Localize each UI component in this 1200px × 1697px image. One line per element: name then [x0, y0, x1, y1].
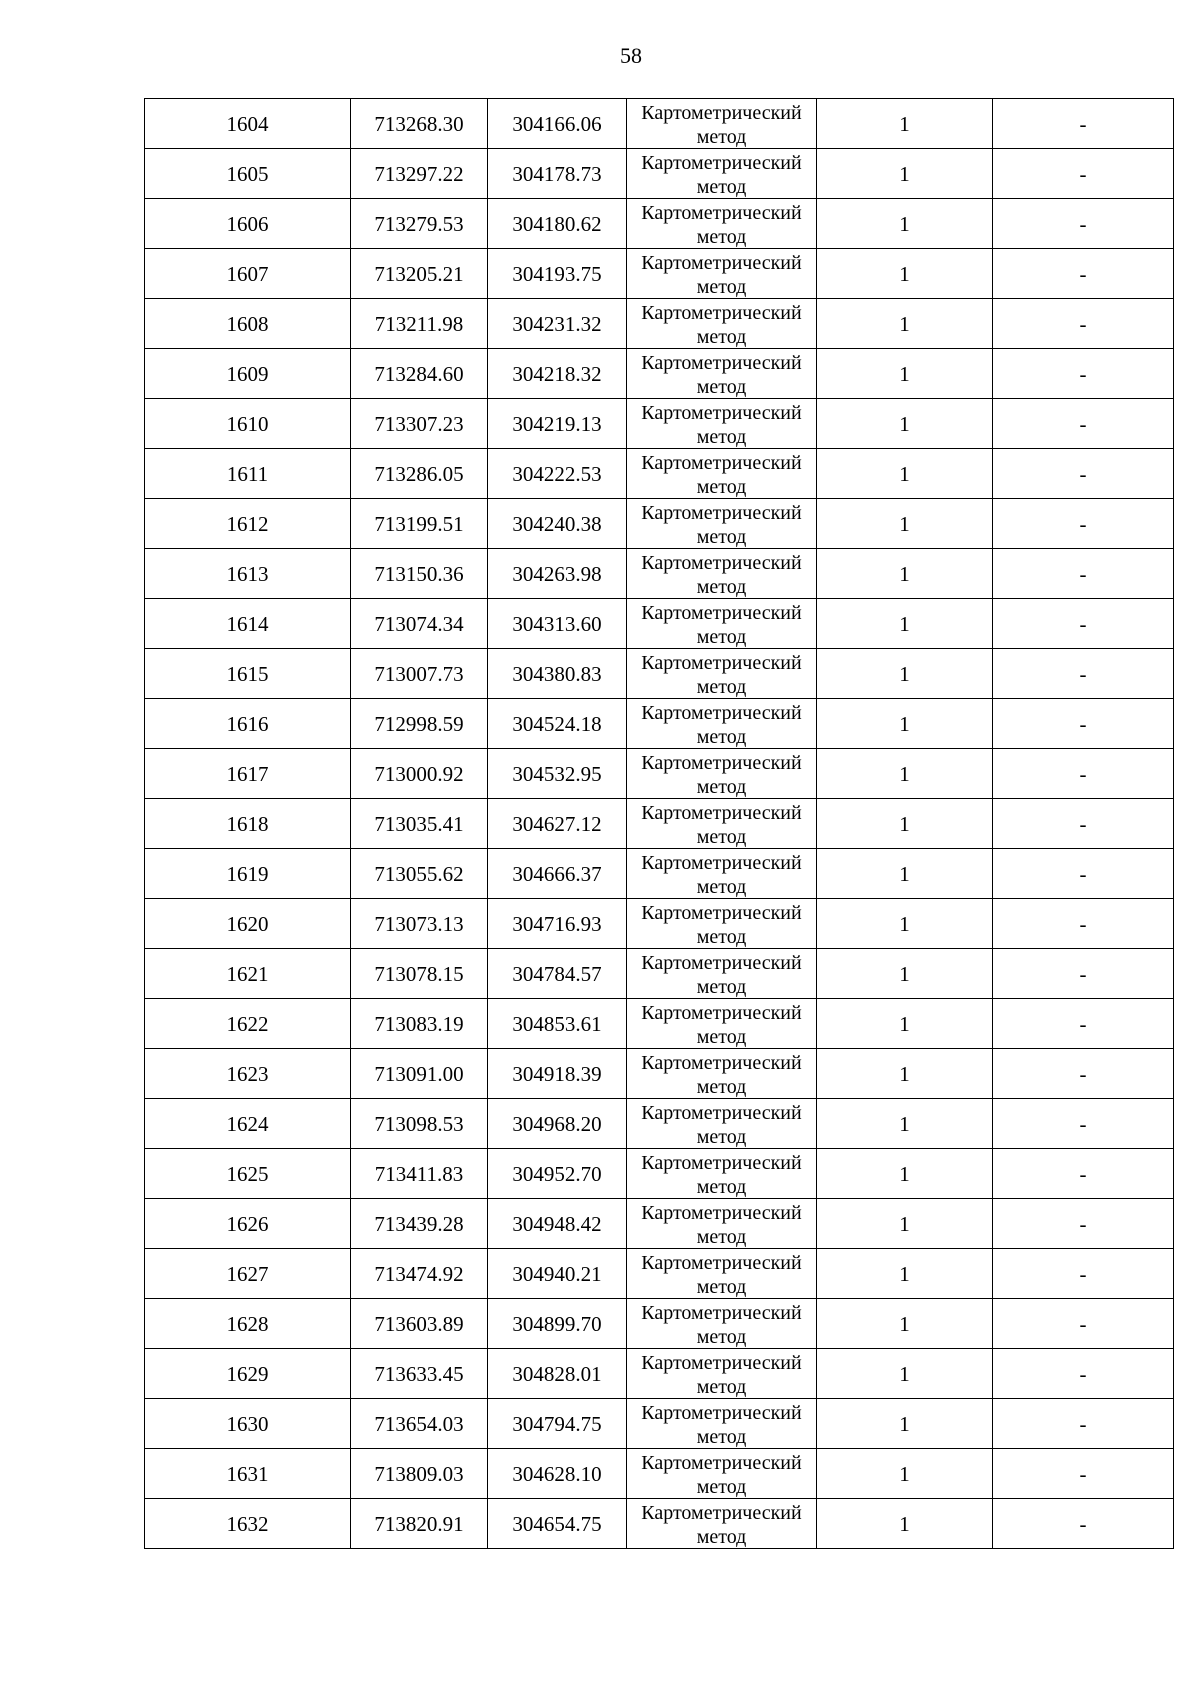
cell-method — [627, 199, 817, 249]
cell-method — [627, 449, 817, 499]
cell-note: - — [993, 949, 1174, 999]
cell-point-number: 1617 — [145, 749, 351, 799]
cell-coordinate-x: 713000.92 — [351, 749, 488, 799]
cell-method — [627, 1249, 817, 1299]
method-line-1: Картометрический — [641, 601, 802, 624]
cell-coordinate-y: 304380.83 — [488, 649, 627, 699]
cell-accuracy: 1 — [817, 999, 993, 1049]
cell-accuracy: 1 — [817, 449, 993, 499]
cell-point-number: 1608 — [145, 299, 351, 349]
table-row — [145, 599, 1174, 649]
cell-note: - — [993, 1349, 1174, 1399]
method-line-1: Картометрический — [641, 1151, 802, 1174]
cell-coordinate-y: 304948.42 — [488, 1199, 627, 1249]
cell-coordinate-x: 713268.30 — [351, 99, 488, 149]
table-row — [145, 1449, 1174, 1499]
cell-point-number: 1620 — [145, 899, 351, 949]
cell-coordinate-y: 304968.20 — [488, 1099, 627, 1149]
cell-accuracy: 1 — [817, 699, 993, 749]
cell-point-number: 1625 — [145, 1149, 351, 1199]
cell-method — [627, 1199, 817, 1249]
method-line-2: метод — [696, 1125, 747, 1148]
cell-accuracy: 1 — [817, 749, 993, 799]
cell-note: - — [993, 499, 1174, 549]
cell-method — [627, 649, 817, 699]
cell-point-number: 1614 — [145, 599, 351, 649]
cell-coordinate-y: 304180.62 — [488, 199, 627, 249]
cell-accuracy: 1 — [817, 1499, 993, 1549]
cell-point-number: 1632 — [145, 1499, 351, 1549]
method-line-2: метод — [696, 1325, 747, 1348]
cell-coordinate-x: 713439.28 — [351, 1199, 488, 1249]
method-line-1: Картометрический — [641, 1501, 802, 1524]
cell-coordinate-x: 713307.23 — [351, 399, 488, 449]
cell-accuracy: 1 — [817, 1299, 993, 1349]
cell-note: - — [993, 999, 1174, 1049]
table-row — [145, 1249, 1174, 1299]
method-line-1: Картометрический — [641, 301, 802, 324]
table-row — [145, 449, 1174, 499]
method-line-2: метод — [696, 275, 747, 298]
method-line-1: Картометрический — [641, 1351, 802, 1374]
cell-method — [627, 749, 817, 799]
method-line-1: Картометрический — [641, 851, 802, 874]
cell-method — [627, 849, 817, 899]
cell-method — [627, 1049, 817, 1099]
method-line-1: Картометрический — [641, 1051, 802, 1074]
cell-coordinate-x: 713633.45 — [351, 1349, 488, 1399]
cell-method — [627, 599, 817, 649]
cell-point-number: 1611 — [145, 449, 351, 499]
cell-coordinate-x: 713286.05 — [351, 449, 488, 499]
cell-coordinate-y: 304899.70 — [488, 1299, 627, 1349]
cell-note: - — [993, 1149, 1174, 1199]
method-line-2: метод — [696, 1475, 747, 1498]
cell-coordinate-y: 304240.38 — [488, 499, 627, 549]
cell-point-number: 1629 — [145, 1349, 351, 1399]
cell-accuracy: 1 — [817, 1249, 993, 1299]
method-line-2: метод — [696, 1225, 747, 1248]
cell-coordinate-y: 304166.06 — [488, 99, 627, 149]
method-line-2: метод — [696, 1375, 747, 1398]
cell-point-number: 1610 — [145, 399, 351, 449]
method-line-2: метод — [696, 525, 747, 548]
cell-accuracy: 1 — [817, 1099, 993, 1149]
cell-accuracy: 1 — [817, 1049, 993, 1099]
method-line-2: метод — [696, 425, 747, 448]
method-line-2: метод — [696, 475, 747, 498]
cell-note: - — [993, 849, 1174, 899]
cell-note: - — [993, 399, 1174, 449]
cell-method — [627, 1499, 817, 1549]
table-row — [145, 1349, 1174, 1399]
table-row — [145, 1499, 1174, 1549]
cell-coordinate-y: 304918.39 — [488, 1049, 627, 1099]
cell-point-number: 1605 — [145, 149, 351, 199]
cell-point-number: 1619 — [145, 849, 351, 899]
cell-note: - — [993, 249, 1174, 299]
cell-note: - — [993, 599, 1174, 649]
cell-method — [627, 399, 817, 449]
cell-note: - — [993, 149, 1174, 199]
method-line-1: Картометрический — [641, 1101, 802, 1124]
cell-coordinate-x: 713073.13 — [351, 899, 488, 949]
method-line-2: метод — [696, 775, 747, 798]
method-line-1: Картометрический — [641, 751, 802, 774]
table-row — [145, 649, 1174, 699]
table-row — [145, 149, 1174, 199]
table-row — [145, 1049, 1174, 1099]
cell-point-number: 1624 — [145, 1099, 351, 1149]
method-line-1: Картометрический — [641, 401, 802, 424]
cell-coordinate-y: 304532.95 — [488, 749, 627, 799]
cell-note: - — [993, 899, 1174, 949]
table-row — [145, 1299, 1174, 1349]
cell-point-number: 1607 — [145, 249, 351, 299]
method-line-2: метод — [696, 225, 747, 248]
table-row — [145, 499, 1174, 549]
table-row — [145, 549, 1174, 599]
cell-coordinate-x: 713411.83 — [351, 1149, 488, 1199]
table-row — [145, 799, 1174, 849]
cell-point-number: 1616 — [145, 699, 351, 749]
cell-method — [627, 899, 817, 949]
cell-point-number: 1626 — [145, 1199, 351, 1249]
cell-point-number: 1612 — [145, 499, 351, 549]
cell-accuracy: 1 — [817, 99, 993, 149]
method-line-2: метод — [696, 825, 747, 848]
cell-accuracy: 1 — [817, 899, 993, 949]
method-line-2: метод — [696, 725, 747, 748]
cell-note: - — [993, 1249, 1174, 1299]
cell-method — [627, 499, 817, 549]
cell-method — [627, 1449, 817, 1499]
cell-note: - — [993, 1049, 1174, 1099]
cell-coordinate-y: 304263.98 — [488, 549, 627, 599]
cell-accuracy: 1 — [817, 649, 993, 699]
cell-note: - — [993, 1099, 1174, 1149]
cell-note: - — [993, 199, 1174, 249]
cell-accuracy: 1 — [817, 499, 993, 549]
cell-point-number: 1618 — [145, 799, 351, 849]
cell-coordinate-y: 304666.37 — [488, 849, 627, 899]
method-line-2: метод — [696, 1075, 747, 1098]
cell-accuracy: 1 — [817, 549, 993, 599]
table-row — [145, 999, 1174, 1049]
cell-coordinate-y: 304940.21 — [488, 1249, 627, 1299]
cell-method — [627, 1299, 817, 1349]
cell-point-number: 1628 — [145, 1299, 351, 1349]
table-row — [145, 1099, 1174, 1149]
cell-method — [627, 349, 817, 399]
cell-point-number: 1604 — [145, 99, 351, 149]
cell-point-number: 1630 — [145, 1399, 351, 1449]
method-line-1: Картометрический — [641, 1401, 802, 1424]
method-line-1: Картометрический — [641, 1001, 802, 1024]
cell-coordinate-y: 304784.57 — [488, 949, 627, 999]
table-row — [145, 299, 1174, 349]
table-row — [145, 99, 1174, 149]
cell-coordinate-y: 304218.32 — [488, 349, 627, 399]
cell-accuracy: 1 — [817, 1399, 993, 1449]
method-line-1: Картометрический — [641, 1201, 802, 1224]
cell-point-number: 1627 — [145, 1249, 351, 1299]
table-body — [145, 99, 1174, 1549]
table-row — [145, 249, 1174, 299]
table-row — [145, 949, 1174, 999]
method-line-2: метод — [696, 325, 747, 348]
cell-coordinate-x: 713078.15 — [351, 949, 488, 999]
cell-point-number: 1623 — [145, 1049, 351, 1099]
cell-note: - — [993, 299, 1174, 349]
table-row — [145, 349, 1174, 399]
cell-coordinate-y: 304716.93 — [488, 899, 627, 949]
cell-note: - — [993, 799, 1174, 849]
cell-coordinate-x: 713603.89 — [351, 1299, 488, 1349]
cell-accuracy: 1 — [817, 1349, 993, 1399]
cell-accuracy: 1 — [817, 249, 993, 299]
cell-method — [627, 949, 817, 999]
cell-method — [627, 699, 817, 749]
cell-note: - — [993, 1399, 1174, 1449]
method-line-2: метод — [696, 1025, 747, 1048]
cell-coordinate-x: 713098.53 — [351, 1099, 488, 1149]
cell-point-number: 1606 — [145, 199, 351, 249]
cell-coordinate-y: 304952.70 — [488, 1149, 627, 1199]
cell-method — [627, 999, 817, 1049]
method-line-1: Картометрический — [641, 501, 802, 524]
cell-coordinate-x: 713809.03 — [351, 1449, 488, 1499]
cell-accuracy: 1 — [817, 349, 993, 399]
method-line-2: метод — [696, 925, 747, 948]
cell-coordinate-x: 713205.21 — [351, 249, 488, 299]
cell-accuracy: 1 — [817, 599, 993, 649]
coordinates-table — [144, 98, 1174, 1549]
cell-accuracy: 1 — [817, 199, 993, 249]
method-line-1: Картометрический — [641, 801, 802, 824]
method-line-1: Картометрический — [641, 151, 802, 174]
table-row — [145, 199, 1174, 249]
cell-coordinate-y: 304853.61 — [488, 999, 627, 1049]
cell-accuracy: 1 — [817, 399, 993, 449]
cell-note: - — [993, 1299, 1174, 1349]
method-line-1: Картометрический — [641, 1251, 802, 1274]
cell-point-number: 1609 — [145, 349, 351, 399]
cell-note: - — [993, 1449, 1174, 1499]
method-line-1: Картометрический — [641, 901, 802, 924]
method-line-2: метод — [696, 675, 747, 698]
table-row — [145, 749, 1174, 799]
method-line-2: метод — [696, 175, 747, 198]
cell-coordinate-y: 304828.01 — [488, 1349, 627, 1399]
cell-coordinate-x: 713284.60 — [351, 349, 488, 399]
method-line-2: метод — [696, 375, 747, 398]
method-line-2: метод — [696, 625, 747, 648]
cell-note: - — [993, 449, 1174, 499]
cell-coordinate-x: 713035.41 — [351, 799, 488, 849]
cell-accuracy: 1 — [817, 1449, 993, 1499]
method-line-1: Картометрический — [641, 201, 802, 224]
cell-coordinate-y: 304219.13 — [488, 399, 627, 449]
method-line-1: Картометрический — [641, 101, 802, 124]
cell-method — [627, 1099, 817, 1149]
cell-coordinate-y: 304193.75 — [488, 249, 627, 299]
cell-coordinate-y: 304794.75 — [488, 1399, 627, 1449]
cell-coordinate-y: 304231.32 — [488, 299, 627, 349]
method-line-1: Картометрический — [641, 951, 802, 974]
cell-coordinate-y: 304628.10 — [488, 1449, 627, 1499]
cell-method — [627, 799, 817, 849]
cell-accuracy: 1 — [817, 1149, 993, 1199]
cell-coordinate-x: 712998.59 — [351, 699, 488, 749]
table-row — [145, 1149, 1174, 1199]
table-row — [145, 899, 1174, 949]
page-number: 58 — [620, 43, 642, 68]
method-line-1: Картометрический — [641, 351, 802, 374]
table-row — [145, 399, 1174, 449]
cell-coordinate-x: 713074.34 — [351, 599, 488, 649]
cell-note: - — [993, 699, 1174, 749]
cell-coordinate-y: 304222.53 — [488, 449, 627, 499]
cell-note: - — [993, 549, 1174, 599]
cell-point-number: 1621 — [145, 949, 351, 999]
cell-accuracy: 1 — [817, 799, 993, 849]
cell-coordinate-y: 304654.75 — [488, 1499, 627, 1549]
cell-accuracy: 1 — [817, 1199, 993, 1249]
cell-note: - — [993, 1499, 1174, 1549]
method-line-1: Картометрический — [641, 251, 802, 274]
method-line-2: метод — [696, 1175, 747, 1198]
cell-point-number: 1622 — [145, 999, 351, 1049]
cell-method — [627, 1149, 817, 1199]
cell-coordinate-y: 304313.60 — [488, 599, 627, 649]
method-line-1: Картометрический — [641, 701, 802, 724]
cell-coordinate-y: 304524.18 — [488, 699, 627, 749]
method-line-2: метод — [696, 575, 747, 598]
cell-method — [627, 1399, 817, 1449]
method-line-1: Картометрический — [641, 1301, 802, 1324]
cell-coordinate-x: 713199.51 — [351, 499, 488, 549]
cell-method — [627, 299, 817, 349]
cell-coordinate-x: 713211.98 — [351, 299, 488, 349]
cell-note: - — [993, 99, 1174, 149]
cell-coordinate-y: 304627.12 — [488, 799, 627, 849]
method-line-1: Картометрический — [641, 1451, 802, 1474]
cell-coordinate-x: 713150.36 — [351, 549, 488, 599]
cell-method — [627, 249, 817, 299]
cell-coordinate-x: 713474.92 — [351, 1249, 488, 1299]
method-line-2: метод — [696, 1425, 747, 1448]
cell-point-number: 1615 — [145, 649, 351, 699]
method-line-1: Картометрический — [641, 451, 802, 474]
cell-accuracy: 1 — [817, 299, 993, 349]
cell-coordinate-x: 713654.03 — [351, 1399, 488, 1449]
cell-accuracy: 1 — [817, 149, 993, 199]
cell-note: - — [993, 649, 1174, 699]
cell-point-number: 1613 — [145, 549, 351, 599]
method-line-2: метод — [696, 1275, 747, 1298]
cell-method — [627, 1349, 817, 1399]
method-line-1: Картометрический — [641, 651, 802, 674]
table-row — [145, 1399, 1174, 1449]
cell-coordinate-x: 713820.91 — [351, 1499, 488, 1549]
cell-coordinate-x: 713055.62 — [351, 849, 488, 899]
cell-accuracy: 1 — [817, 849, 993, 899]
cell-coordinate-x: 713007.73 — [351, 649, 488, 699]
cell-method — [627, 99, 817, 149]
cell-point-number: 1631 — [145, 1449, 351, 1499]
cell-method — [627, 149, 817, 199]
method-line-2: метод — [696, 875, 747, 898]
method-line-2: метод — [696, 125, 747, 148]
cell-note: - — [993, 1199, 1174, 1249]
table-row — [145, 1199, 1174, 1249]
method-line-2: метод — [696, 1525, 747, 1548]
cell-note: - — [993, 349, 1174, 399]
cell-accuracy: 1 — [817, 949, 993, 999]
table-row — [145, 849, 1174, 899]
cell-method — [627, 549, 817, 599]
cell-coordinate-x: 713279.53 — [351, 199, 488, 249]
cell-note: - — [993, 749, 1174, 799]
method-line-1: Картометрический — [641, 551, 802, 574]
table-row — [145, 699, 1174, 749]
cell-coordinate-y: 304178.73 — [488, 149, 627, 199]
cell-coordinate-x: 713091.00 — [351, 1049, 488, 1099]
method-line-2: метод — [696, 975, 747, 998]
cell-coordinate-x: 713083.19 — [351, 999, 488, 1049]
cell-coordinate-x: 713297.22 — [351, 149, 488, 199]
